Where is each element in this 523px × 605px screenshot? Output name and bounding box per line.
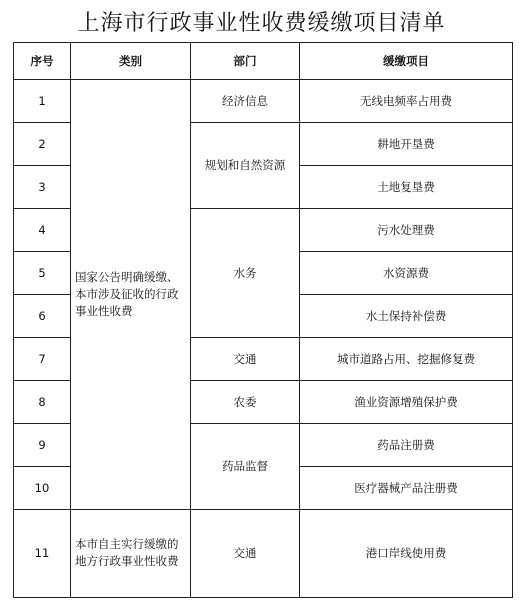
header-serial: 序号 — [14, 43, 71, 80]
department-cell: 水务 — [191, 208, 300, 337]
row-serial: 9 — [14, 423, 71, 466]
item-cell: 水土保持补偿费 — [300, 294, 513, 337]
item-cell: 土地复垦费 — [300, 165, 513, 208]
row-serial: 2 — [14, 122, 71, 165]
row-serial: 7 — [14, 337, 71, 380]
item-cell: 污水处理费 — [300, 208, 513, 251]
row-serial: 8 — [14, 380, 71, 423]
department-cell: 药品监督 — [191, 423, 300, 509]
item-cell: 渔业资源增殖保护费 — [300, 380, 513, 423]
table-header-row — [14, 43, 513, 80]
item-cell: 耕地开垦费 — [300, 122, 513, 165]
department-cell: 交通 — [191, 337, 300, 380]
item-cell: 无线电频率占用费 — [300, 80, 513, 123]
item-cell: 城市道路占用、挖掘修复费 — [300, 337, 513, 380]
row-serial: 6 — [14, 294, 71, 337]
item-cell: 港口岸线使用费 — [300, 509, 513, 597]
item-cell: 医疗器械产品注册费 — [300, 466, 513, 509]
header-item: 缓缴项目 — [300, 43, 513, 80]
fee-deferral-table — [13, 42, 513, 598]
header-department: 部门 — [191, 43, 300, 80]
row-serial: 5 — [14, 251, 71, 294]
row-serial: 3 — [14, 165, 71, 208]
row-serial: 10 — [14, 466, 71, 509]
header-category: 类别 — [71, 43, 191, 80]
department-cell: 交通 — [191, 509, 300, 597]
department-cell: 规划和自然资源 — [191, 122, 300, 208]
table-row — [14, 509, 513, 597]
page-title: 上海市行政事业性收费缓缴项目清单 — [77, 11, 446, 36]
category-cell: 国家公告明确缓缴、本市涉及征收的行政事业性收费 — [71, 80, 191, 510]
department-cell: 经济信息 — [191, 80, 300, 123]
item-cell: 药品注册费 — [300, 423, 513, 466]
department-cell: 农委 — [191, 380, 300, 423]
row-serial: 4 — [14, 208, 71, 251]
row-serial: 11 — [14, 509, 71, 597]
item-cell: 水资源费 — [300, 251, 513, 294]
category-cell: 本市自主实行缓缴的地方行政事业性收费 — [71, 509, 191, 597]
row-serial: 1 — [14, 80, 71, 123]
table-row — [14, 80, 513, 123]
